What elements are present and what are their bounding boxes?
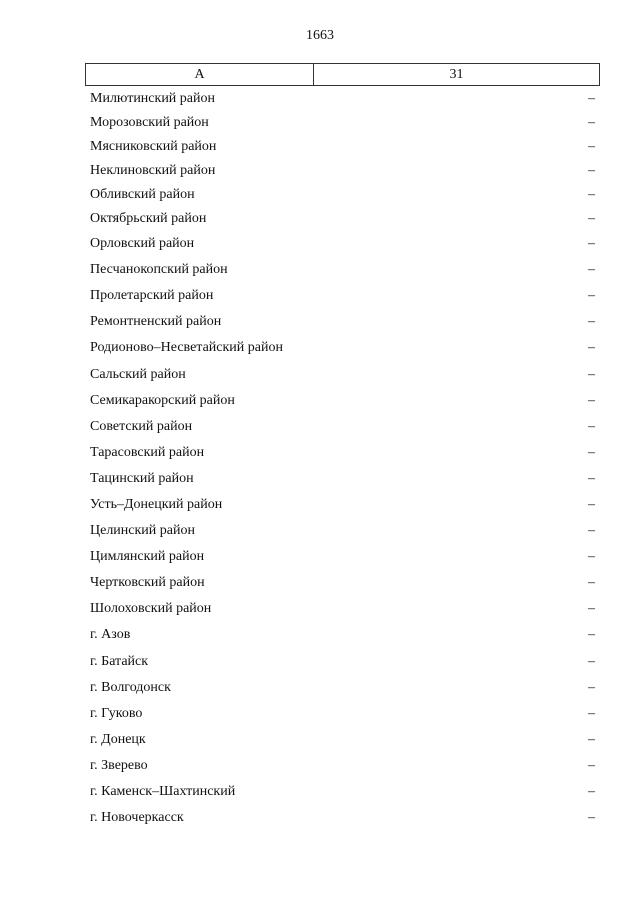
- table-row: [90, 111, 600, 135]
- page-number: 1663: [306, 28, 334, 43]
- column-header-31: 31: [449, 66, 464, 82]
- row-value: –: [588, 418, 595, 434]
- row-name: Песчанокопский район: [90, 262, 228, 278]
- row-name: г. Донецк: [90, 731, 146, 747]
- row-name: Усть–Донецкий район: [90, 496, 223, 512]
- table-row: [90, 309, 600, 335]
- row-value: –: [588, 163, 595, 178]
- row-name: Ремонтненский район: [90, 314, 222, 330]
- table-row: [90, 492, 600, 518]
- table-row: [90, 159, 600, 183]
- row-name: Советский район: [90, 418, 193, 434]
- row-name: Обливский район: [90, 187, 195, 202]
- row-name: Морозовский район: [90, 115, 209, 130]
- row-value: –: [588, 757, 595, 773]
- table-row: [90, 87, 600, 111]
- row-value: –: [588, 575, 595, 591]
- row-name: г. Азов: [90, 627, 131, 643]
- table-row: [90, 466, 600, 492]
- row-value: –: [588, 444, 595, 460]
- row-value: –: [588, 366, 595, 382]
- row-value: –: [588, 549, 595, 565]
- row-name: Мясниковский район: [90, 139, 217, 154]
- row-name: Родионово–Несветайский район: [90, 340, 283, 356]
- table-row: [90, 414, 600, 440]
- row-name: Семикаракорский район: [90, 392, 235, 408]
- table-row: [90, 727, 600, 753]
- row-name: г. Каменск–Шахтинский: [90, 784, 236, 800]
- table-row: [90, 649, 600, 675]
- row-value: –: [588, 496, 595, 512]
- row-name: Тацинский район: [90, 470, 194, 486]
- row-value: –: [588, 139, 595, 154]
- table-row: [90, 675, 600, 701]
- row-value: –: [588, 262, 595, 278]
- table-row: [90, 622, 600, 648]
- table-row: [90, 779, 600, 805]
- row-value: –: [588, 601, 595, 617]
- table-header: [85, 63, 600, 86]
- table-row: [90, 257, 600, 283]
- row-value: –: [588, 810, 595, 826]
- table-row: [90, 335, 600, 361]
- table-row: [90, 135, 600, 159]
- table-body: [90, 87, 600, 831]
- row-name: Чертковский район: [90, 575, 205, 591]
- table-row: [90, 805, 600, 831]
- row-value: –: [588, 211, 595, 226]
- table-row: [90, 207, 600, 231]
- row-name: г. Волгодонск: [90, 679, 171, 695]
- row-value: –: [588, 653, 595, 669]
- row-name: Сальский район: [90, 366, 186, 382]
- row-name: Милютинский район: [90, 91, 216, 106]
- row-value: –: [588, 340, 595, 356]
- row-name: Тарасовский район: [90, 444, 205, 460]
- table-row: [90, 231, 600, 257]
- row-name: г. Гуково: [90, 705, 143, 721]
- row-name: Орловский район: [90, 236, 195, 252]
- row-value: –: [588, 288, 595, 304]
- row-value: –: [588, 705, 595, 721]
- table-row: [90, 388, 600, 414]
- row-value: –: [588, 392, 595, 408]
- row-value: –: [588, 627, 595, 643]
- row-name: Пролетарский район: [90, 288, 214, 304]
- row-name: Целинский район: [90, 523, 195, 539]
- table-row: [90, 440, 600, 466]
- table-row: [90, 544, 600, 570]
- row-name: Неклиновский район: [90, 163, 216, 178]
- table-row: [90, 518, 600, 544]
- row-name: г. Новочеркасск: [90, 810, 184, 826]
- row-name: Цимлянский район: [90, 549, 205, 565]
- row-name: Октябрьский район: [90, 211, 207, 226]
- row-value: –: [588, 115, 595, 130]
- table-row: [90, 183, 600, 207]
- row-value: –: [588, 679, 595, 695]
- table-row: [90, 596, 600, 622]
- row-name: г. Батайск: [90, 653, 149, 669]
- row-value: –: [588, 470, 595, 486]
- row-value: –: [588, 784, 595, 800]
- row-value: –: [588, 91, 595, 106]
- table-row: [90, 701, 600, 727]
- row-value: –: [588, 236, 595, 252]
- column-header-a: А: [86, 64, 314, 85]
- table-row: [90, 570, 600, 596]
- row-value: –: [588, 187, 595, 202]
- table-row: [90, 283, 600, 309]
- row-name: г. Зверево: [90, 757, 148, 773]
- table-row: [90, 753, 600, 779]
- table-row: [90, 361, 600, 387]
- row-value: –: [588, 731, 595, 747]
- row-value: –: [588, 314, 595, 330]
- row-name: Шолоховский район: [90, 601, 212, 617]
- row-value: –: [588, 523, 595, 539]
